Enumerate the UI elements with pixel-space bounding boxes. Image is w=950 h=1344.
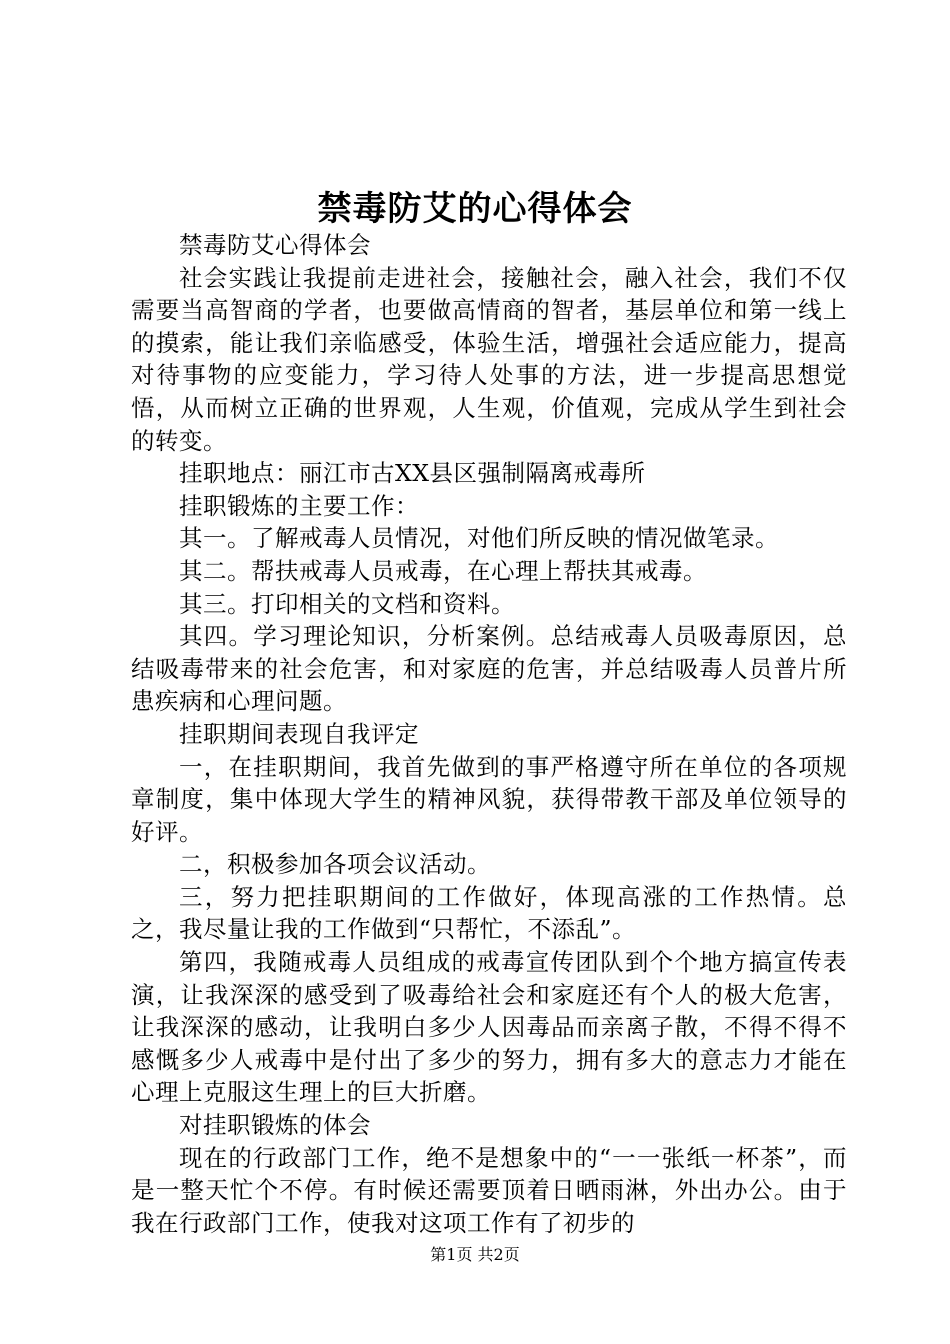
paragraph-experience-heading: 对挂职锻炼的体会: [179, 1111, 371, 1140]
paragraph-work-item-3: 其三。打印相关的文档和资料。: [179, 589, 515, 618]
paragraph-work-item-2: 其二。帮扶戒毒人员戒毒，在心理上帮扶其戒毒。: [179, 556, 707, 585]
paragraph-evaluation-2: 二，积极参加各项会议活动。: [179, 850, 491, 879]
paragraph-evaluation-4: 第四，我随戒毒人员组成的戒毒宣传团队到个个地方搞宣传表演，让我深深的感受到了吸毒给社会和家庭还有个人的极大危害，让我深深的感动，让我明白多少人因毒品而亲离子散，不得不得不感慨多少人戒毒中是付出了多少的努力，拥有多大的意志力才能在心理上克服这生理上的巨大折磨。: [131, 948, 847, 1107]
paragraph-self-evaluation-heading: 挂职期间表现自我评定: [179, 719, 419, 748]
document-title: 禁毒防艾的心得体会: [317, 189, 633, 229]
paragraph-work-item-1: 其一。了解戒毒人员情况，对他们所反映的情况做笔录。: [179, 524, 779, 553]
paragraph-evaluation-1: 一，在挂职期间，我首先做到的事严格遵守所在单位的各项规章制度，集中体现大学生的精神风貌，获得带教干部及单位领导的好评。: [131, 752, 847, 846]
paragraph-evaluation-3: 三，努力把挂职期间的工作做好，体现高涨的工作热情。总之，我尽量让我的工作做到“只帮忙，不添乱”。: [131, 882, 847, 944]
document-body: [131, 229, 847, 1239]
paragraph-work-item-4: 其四。学习理论知识，分析案例。总结戒毒人员吸毒原因，总结吸毒带来的社会危害，和对家庭的危害，并总结吸毒人员普片所患疾病和心理问题。: [131, 622, 847, 716]
paragraph-subtitle: 禁毒防艾心得体会: [179, 231, 371, 259]
paragraph-experience-body: 现在的行政部门工作，绝不是想象中的“一一张纸一杯茶”，而是一整天忙个不停。有时候还需要顶着日晒雨淋，外出办公。由于我在行政部门工作，使我对这项工作有了初步的: [131, 1143, 847, 1237]
paragraph-intro: 社会实践让我提前走进社会，接触社会，融入社会，我们不仅需要当高智商的学者，也要做高情商的智者，基层单位和第一线上的摸索，能让我们亲临感受，体验生活，增强社会适应能力，提高对待事物的应变能力，学习待人处事的方法，进一步提高思想觉悟，从而树立正确的世界观，人生观，价值观，完成从学生到社会的转变。: [131, 263, 847, 455]
paragraph-location: 挂职地点：丽江市古XX县区强制隔离戒毒所: [179, 459, 646, 488]
page-footer: 第1页 共2页: [430, 1245, 520, 1264]
paragraph-main-work-heading: 挂职锻炼的主要工作：: [179, 491, 419, 520]
